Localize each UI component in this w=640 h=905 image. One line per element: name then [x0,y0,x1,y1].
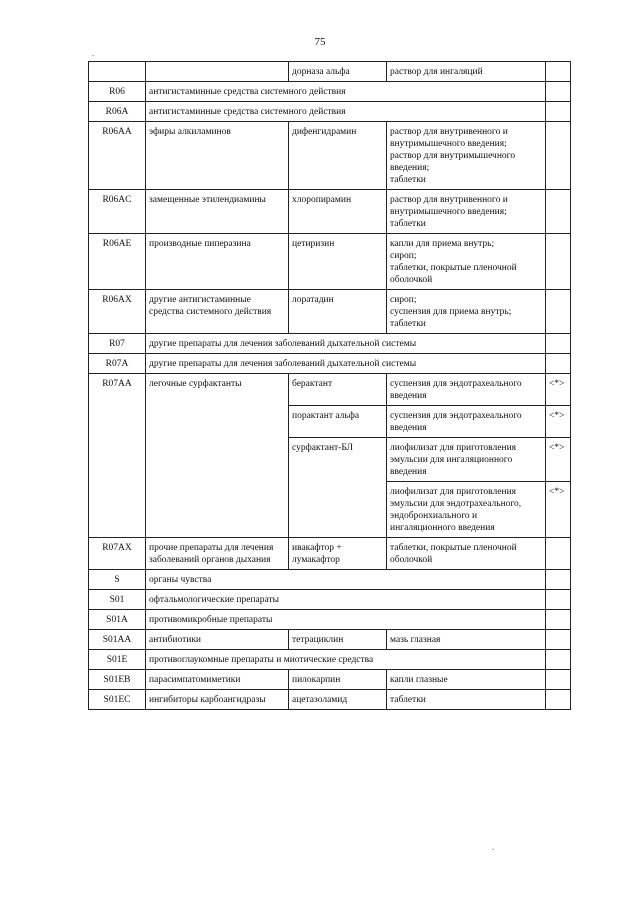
note-cell [546,690,571,710]
note-cell [546,290,571,334]
group-name-cell: органы чувства [146,570,546,590]
dosage-form-cell: капли для приема внутрь; сироп; таблетки, покрытые пленочной оболочкой [387,234,546,290]
atc-code-cell: S01E [89,650,146,670]
note-cell [546,82,571,102]
table-row [89,630,571,650]
note-cell [546,234,571,290]
drug-name-cell: берактант [289,374,387,406]
atc-code-cell: S01A [89,610,146,630]
dosage-form-cell: сироп; суспензия для приема внутрь; таблетки [387,290,546,334]
atc-code-cell: R06AA [89,122,146,190]
note-cell: <*> [546,374,571,406]
dosage-form-cell: раствор для внутривенного и внутримышечного введения; раствор для внутримышечного введения; таблетки [387,122,546,190]
drug-name-cell: цетиризин [289,234,387,290]
group-name-cell: замещенные этилендиамины [146,190,289,234]
drug-name-cell: лоратадин [289,290,387,334]
atc-code-cell: R07AX [89,538,146,570]
atc-code-cell: S01 [89,590,146,610]
table-row [89,354,571,374]
note-cell [546,190,571,234]
group-name-cell: ингибиторы карбоангидразы [146,690,289,710]
group-name-cell: противоглаукомные препараты и миотические средства [146,650,546,670]
atc-code-cell: R06A [89,102,146,122]
note-cell: <*> [546,438,571,482]
group-name-cell [146,62,289,82]
group-name-cell: антигистаминные средства системного действия [146,102,546,122]
note-cell: <*> [546,482,571,538]
atc-code-cell: R06AE [89,234,146,290]
atc-code-cell: R06AX [89,290,146,334]
note-cell [546,630,571,650]
page-number: 75 [314,36,326,48]
table-row [89,538,571,570]
group-name-cell: другие препараты для лечения заболеваний дыхательной системы [146,334,546,354]
table-row [89,670,571,690]
table-row [89,102,571,122]
note-cell [546,590,571,610]
table-row [89,590,571,610]
dosage-form-cell: таблетки, покрытые пленочной оболочкой [387,538,546,570]
note-cell [546,570,571,590]
group-name-cell: другие антигистаминные средства системного действия [146,290,289,334]
atc-code-cell: S01EB [89,670,146,690]
drug-name-cell: порактант альфа [289,406,387,438]
table-row [89,122,571,190]
note-cell [546,122,571,190]
drug-name-cell: тетрациклин [289,630,387,650]
group-name-cell: противомикробные препараты [146,610,546,630]
group-name-cell: антигистаминные средства системного действия [146,82,546,102]
group-name-cell: прочие препараты для лечения заболеваний органов дыхания [146,538,289,570]
atc-code-cell: R07A [89,354,146,374]
table-row [89,82,571,102]
dosage-form-cell: раствор для ингаляций [387,62,546,82]
dosage-form-cell: таблетки [387,690,546,710]
table-row [89,570,571,590]
table-row [89,290,571,334]
group-name-cell: другие препараты для лечения заболеваний дыхательной системы [146,354,546,374]
note-cell [546,670,571,690]
drug-name-cell: сурфактант-БЛ [289,438,387,538]
atc-code-cell: R06AC [89,190,146,234]
dosage-form-cell: капли глазные [387,670,546,690]
atc-code-cell [89,62,146,82]
drug-name-cell: ивакафтор + лумакафтор [289,538,387,570]
table-row [89,334,571,354]
note-cell [546,354,571,374]
scan-mark: . [92,48,95,58]
table-row [89,234,571,290]
group-name-cell: антибиотики [146,630,289,650]
table-row [89,650,571,670]
dosage-form-cell: мазь глазная [387,630,546,650]
atc-code-cell: S01EC [89,690,146,710]
note-cell [546,334,571,354]
note-cell [546,610,571,630]
drug-name-cell: дифенгидрамин [289,122,387,190]
table-row [89,190,571,234]
drug-name-cell: хлоропирамин [289,190,387,234]
atc-code-cell: R07 [89,334,146,354]
group-name-cell: эфиры алкиламинов [146,122,289,190]
table-row [89,62,571,82]
dosage-form-cell: лиофилизат для приготовления эмульсии для эндотрахеального, эндобронхиального и ингаляционного введения [387,482,546,538]
note-cell [546,538,571,570]
table-row [89,690,571,710]
group-name-cell: парасимпатомиметики [146,670,289,690]
group-name-cell: офтальмологические препараты [146,590,546,610]
drug-name-cell: дорназа альфа [289,62,387,82]
note-cell [546,62,571,82]
note-cell: <*> [546,406,571,438]
drug-table [88,61,571,710]
table-row [89,610,571,630]
dosage-form-cell: суспензия для эндотрахеального введения [387,374,546,406]
atc-code-cell: R07AA [89,374,146,538]
group-name-cell: производные пиперазина [146,234,289,290]
atc-code-cell: S01AA [89,630,146,650]
note-cell [546,650,571,670]
atc-code-cell: R06 [89,82,146,102]
drug-name-cell: пилокарпин [289,670,387,690]
dosage-form-cell: раствор для внутривенного и внутримышечного введения; таблетки [387,190,546,234]
atc-code-cell: S [89,570,146,590]
group-name-cell: легочные сурфактанты [146,374,289,538]
note-cell [546,102,571,122]
table-row [89,374,571,406]
dosage-form-cell: лиофилизат для приготовления эмульсии для ингаляционного введения [387,438,546,482]
dosage-form-cell: суспензия для эндотрахеального введения [387,406,546,438]
scan-mark: . [492,842,495,852]
drug-name-cell: ацетазоламид [289,690,387,710]
